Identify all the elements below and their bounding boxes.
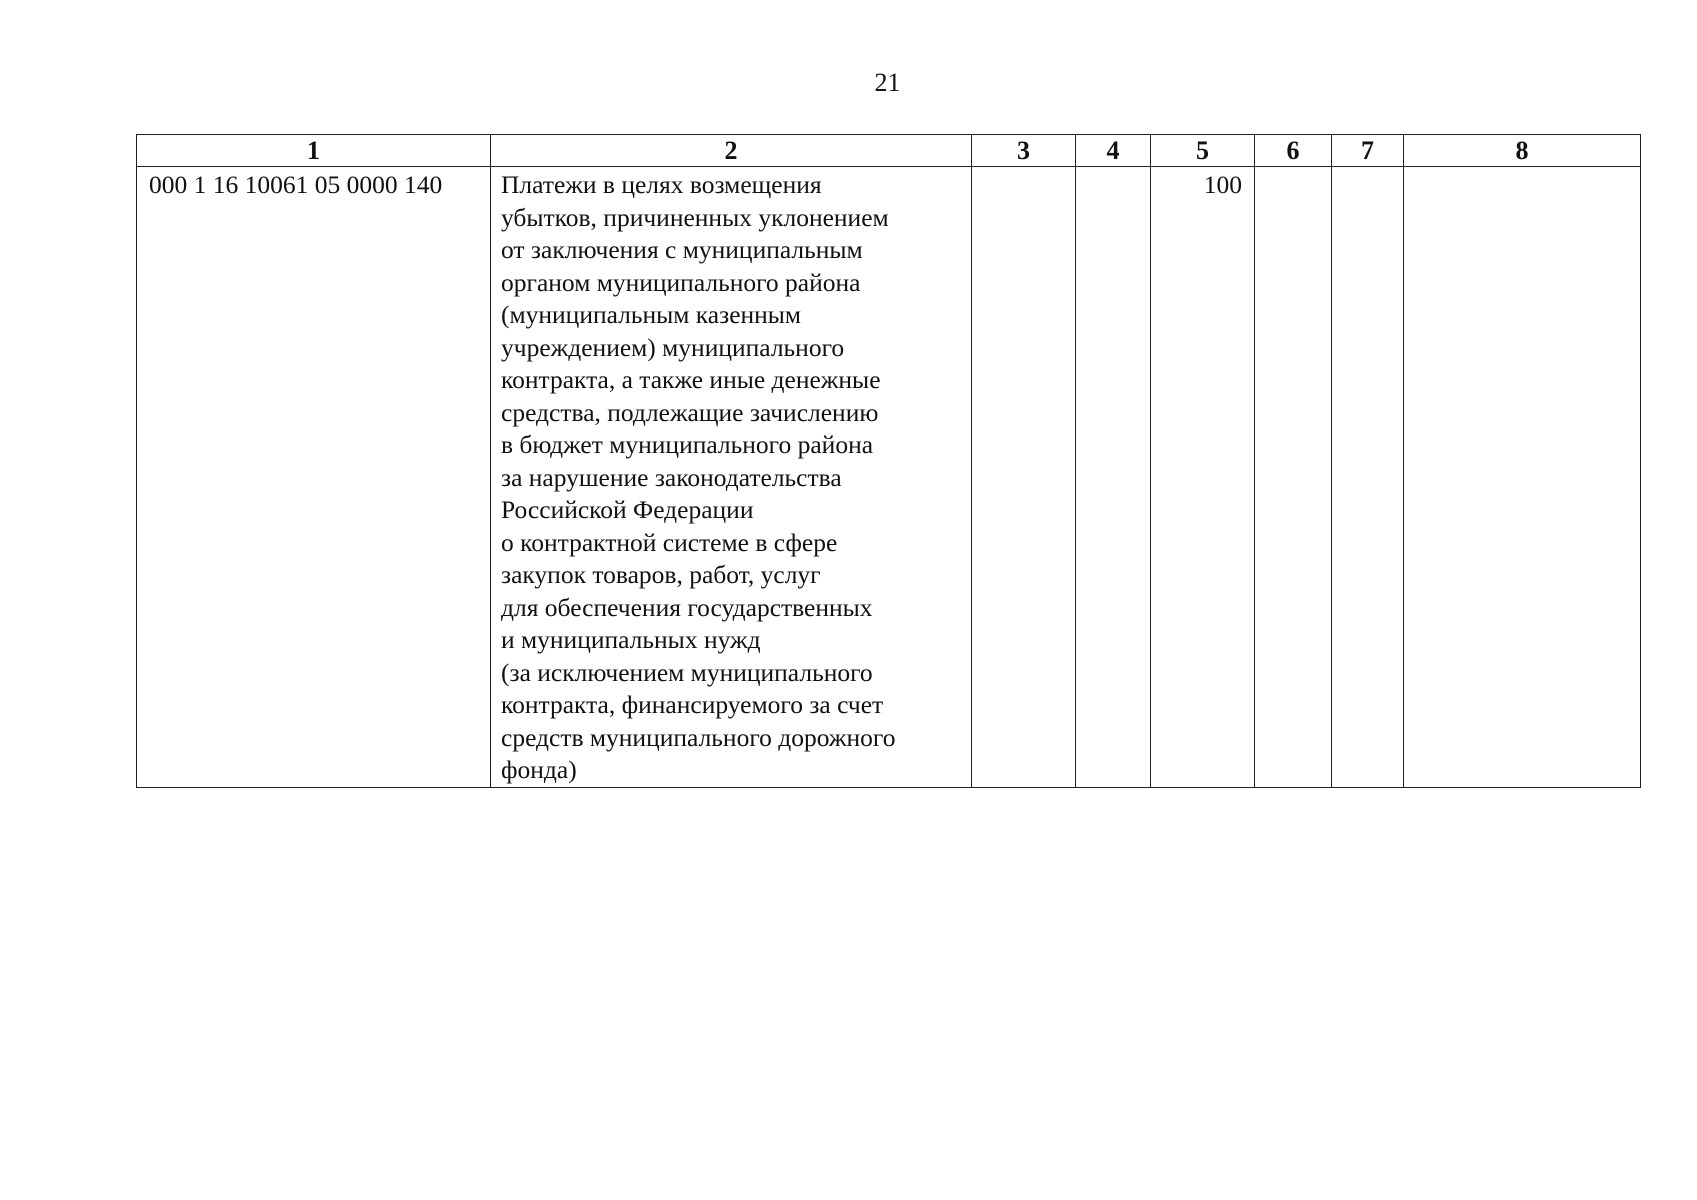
table-row <box>137 167 1641 788</box>
header-col-3: 3 <box>972 135 1076 167</box>
budget-table <box>136 134 1641 788</box>
description-line: контракта, финансируемого за счет <box>501 690 884 719</box>
table-header-row <box>137 135 1641 167</box>
col-5-value-cell: 100 <box>1151 167 1255 788</box>
col-6-cell <box>1255 167 1332 788</box>
description-line: (за исключением муниципального <box>501 657 873 687</box>
description-line: средств муниципального дорожного <box>501 722 896 752</box>
description-line: контракта, а также иные денежные <box>501 365 881 394</box>
description-line: учреждением) муниципального <box>501 332 845 362</box>
description-line: для обеспечения государственных <box>501 592 873 622</box>
description-line: Платежи в целях возмещения <box>501 170 822 199</box>
description-line: от заключения с муниципальным <box>501 235 863 264</box>
header-col-1: 1 <box>137 135 491 167</box>
description-line: в бюджет муниципального района <box>501 430 874 459</box>
description-line: за нарушение законодательства <box>501 462 842 492</box>
col-3-cell <box>972 167 1076 788</box>
description-line: Российской Федерации <box>501 495 754 524</box>
header-col-7: 7 <box>1332 135 1404 167</box>
budget-code-cell: 000 1 16 10061 05 0000 140 <box>137 167 491 788</box>
header-col-2: 2 <box>491 135 972 167</box>
description-line: средства, подлежащие зачислению <box>501 397 879 427</box>
description-line: о контрактной системе в сфере <box>501 527 838 557</box>
header-col-6: 6 <box>1255 135 1332 167</box>
header-col-4: 4 <box>1076 135 1151 167</box>
description-line: убытков, причиненных уклонением <box>501 202 889 232</box>
col-8-cell <box>1404 167 1641 788</box>
description-line: органом муниципального района <box>501 267 861 297</box>
col-7-cell <box>1332 167 1404 788</box>
header-col-5: 5 <box>1151 135 1255 167</box>
header-col-8: 8 <box>1404 135 1641 167</box>
description-line: закупок товаров, работ, услуг <box>501 560 821 589</box>
description-line: и муниципальных нужд <box>501 625 761 654</box>
description-cell <box>491 167 972 788</box>
description-line: (муниципальным казенным <box>501 300 802 329</box>
page-number: 21 <box>874 68 901 97</box>
description-line: фонда) <box>501 755 577 784</box>
col-4-cell <box>1076 167 1151 788</box>
